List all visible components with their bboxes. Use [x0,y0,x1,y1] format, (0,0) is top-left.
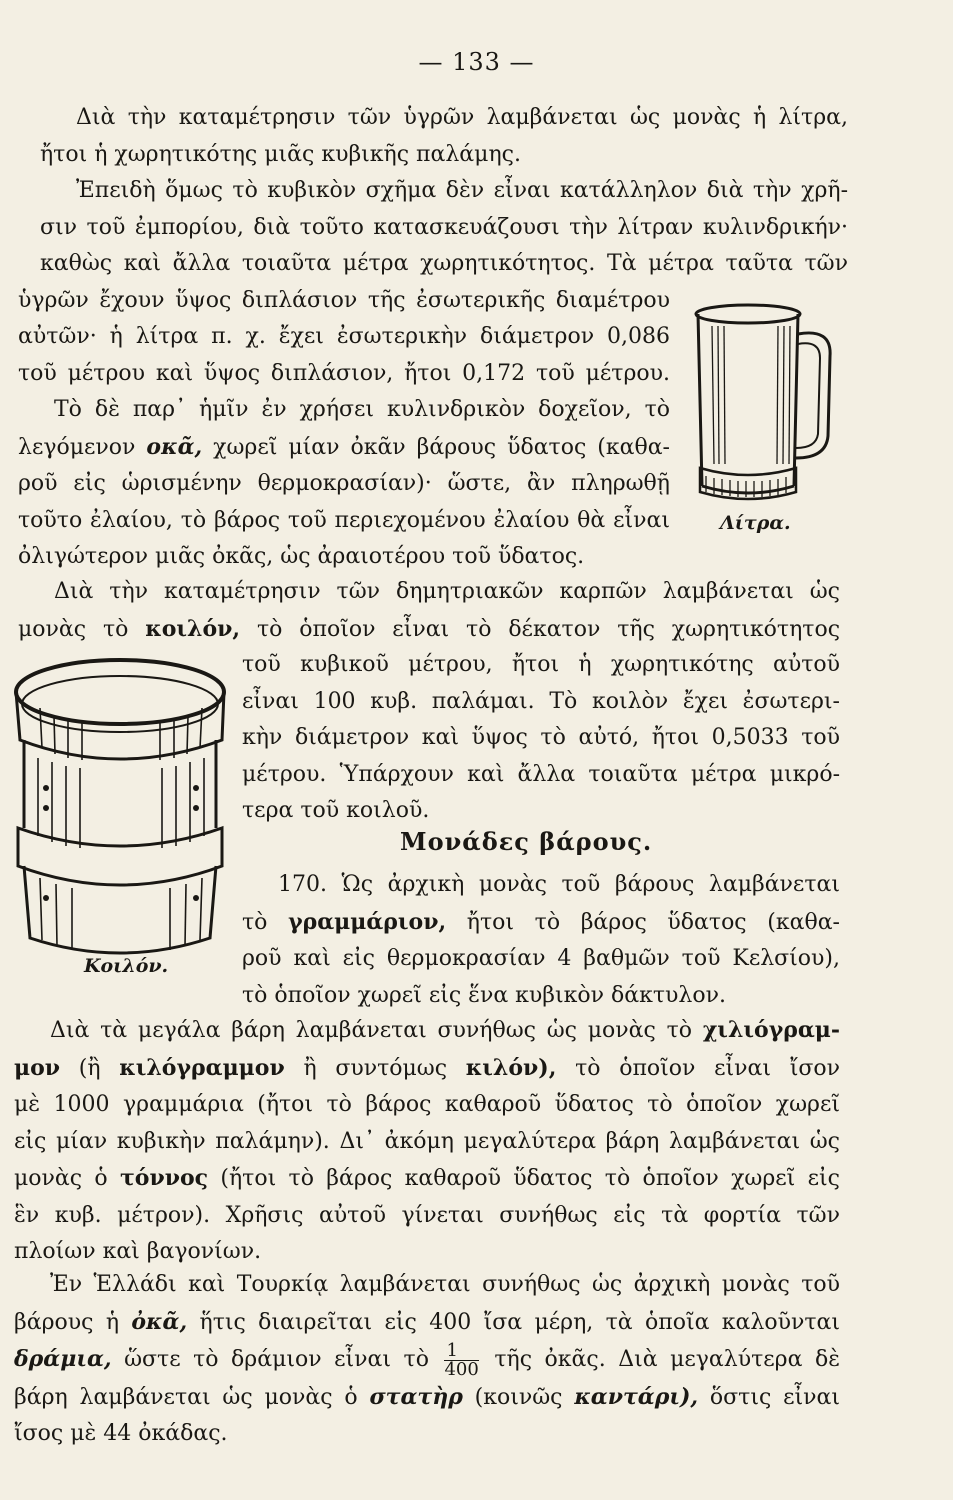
paragraph-gram [242,867,840,1014]
text-line: Ἐπειδὴ ὅμως τὸ κυβικὸν σχῆμα δὲν εἶναι κατάλληλον διὰ τὴν χρῆ- [76,178,848,203]
text-line: ἓν κυβ. μέτρον). Χρῆσις αὐτοῦ γίνεται συνήθως εἰς τὰ φορτία τῶν [14,1202,840,1228]
text-line: κὴν διάμετρον καὶ ὕψος τὸ αὐτό, ἤτοι 0,5033 τοῦ [242,725,840,750]
text-line: πλοίων καὶ βαγονίων. [14,1239,262,1264]
text-line: 170. Ὡς ἀρχικὴ μονὰς τοῦ βάρους λαμβάνεται [278,872,840,897]
text-line: Τὸ δὲ παρ᾿ ἡμῖν ἐν χρήσει κυλινδρικὸν δοχεῖον, τὸ [54,397,670,422]
paragraph-koilon-side [242,647,840,830]
caption-litra: Λίτρα. [720,512,791,534]
term-dramia: δράμια, [14,1346,112,1372]
koilon-barrel-illustration [10,648,232,960]
text-line: ἤτοι ἡ χωρητικότης μιᾶς κυβικῆς παλάμης. [40,141,521,167]
text-line: σιν τοῦ ἐμπορίου, διὰ τοῦτο κατασκευάζουσι τὴν λίτραν κυλινδρικήν· [40,214,848,240]
text-line: Διὰ τὴν καταμέτρησιν τῶν δημητριακῶν καρπῶν λαμβάνεται ὡς [54,579,840,604]
text-line: μέτρου. Ὑπάρχουν καὶ ἄλλα τοιαῦτα μέτρα μικρό- [242,761,840,787]
text-line: μον (ἢ κιλόγραμμον ἢ συντόμως κιλόν), τὸ ὁποῖον εἶναι ἴσον [14,1054,840,1081]
text-line: Ἐν Ἑλλάδι καὶ Τουρκίᾳ λαμβάνεται συνήθως ὡς ἀρχικὴ μονὰς τοῦ [50,1272,840,1297]
text-line: τοῦτο ἐλαίου, τὸ βάρος τοῦ περιεχομένου ἐλαίου θὰ εἶναι [18,507,670,533]
paragraph-kilogram [14,1012,840,1271]
text-line: Διὰ τὴν καταμέτρησιν τῶν ὑγρῶν λαμβάνεται ὡς μονὰς ἡ λίτρα, [76,105,848,130]
text-line: Διὰ τὰ μεγάλα βάρη λαμβάνεται συνήθως ὡς μονὰς τὸ χιλιόγραμ- [50,1017,841,1043]
text-line: λεγόμενον οκᾶ, χωρεῖ μίαν ὀκᾶν βάρους ὕδατος (καθα- [18,433,670,460]
text-line: μονὰς τὸ κοιλόν, τὸ ὁποῖον εἶναι τὸ δέκατον τῆς χωρητικότητος [18,615,841,642]
paragraph-liquid-measures [40,100,848,283]
page-number: — 133 — [418,48,535,76]
text-line: ροῦ καὶ εἰς θερμοκρασίαν 4 βαθμῶν τοῦ Κελσίου), [242,946,840,971]
text-line: εἰς μίαν κυβικὴν παλάμην). Δι᾿ ἀκόμη μεγαλύτερα βάρη λαμβάνεται ὡς [14,1128,840,1154]
caption-koilon: Κοιλόν. [84,955,169,977]
text-line: ὑγρῶν ἔχουν ὕψος διπλάσιον τῆς ἐσωτερικῆς διαμέτρου [18,287,670,313]
text-line: τὸ ὁποῖον χωρεῖ εἰς ἕνα κυβικὸν δάκτυλον. [242,982,726,1008]
text-line: εἶναι 100 κυβ. παλάμαι. Τὸ κοιλὸν ἔχει ἐσωτερι- [242,688,840,714]
term-kantari: καντάρι), [574,1383,699,1410]
text-line: τοῦ μέτρου καὶ ὕψος διπλάσιον, ἤτοι 0,172 τοῦ μέτρου. [18,360,670,386]
term-stater: στατὴρ [369,1383,463,1410]
term-gram: γραμμάριον, [288,908,447,935]
paragraph-liquid-measures-cont [18,283,670,393]
text-line: τερα τοῦ κοιλοῦ. [242,798,430,823]
text-line: αὐτῶν· ἡ λίτρα π. χ. ἔχει ἐσωτερικὴν διάμετρον 0,086 [18,324,670,349]
term-koilon: κοιλόν, [145,615,241,642]
text-line: μονὰς ὁ τόννος (ἤτοι τὸ βάρος καθαροῦ ὕδατος τὸ ὁποῖον χωρεῖ εἰς [14,1165,840,1191]
term-oka-weight: ὀκᾶ, [131,1308,188,1335]
text-line: τοῦ κυβικοῦ μέτρου, ἤτοι ἡ χωρητικότης αὐτοῦ [242,652,840,677]
text-line: τὸ γραμμάριον, ἤτοι τὸ βάρος ὕδατος (καθα- [242,908,840,935]
paragraph-oka-vessel [18,392,670,576]
text-line: ὀλιγώτερον μιᾶς ὀκᾶς, ὡς ἀραιοτέρου τοῦ ὕδατος. [18,544,585,569]
fraction-1-400: $\frac{1}{400}$ [444,1339,479,1380]
text-line: βάρη λαμβάνεται ὡς μονὰς ὁ στατὴρ (κοινῶς καντάρι), ὅστις εἶναι [14,1383,840,1410]
text-line: μὲ 1000 γραμμάρια (ἤτοι τὸ βάρος καθαροῦ ὕδατος τὸ ὁποῖον χωρεῖ [14,1092,840,1117]
paragraph-koilon [18,574,840,648]
section-heading: Μονάδες βάρους. [400,827,653,856]
term-tonnos: τόννος [120,1165,209,1191]
term-oka: οκᾶ, [146,433,203,460]
text-line: ἴσος μὲ 44 ὀκάδας. [14,1421,228,1446]
term-kilogrammon: κιλόγραμμον [119,1054,285,1081]
paragraph-oka-weight [14,1267,840,1453]
text-line: ροῦ εἰς ὡρισμένην θερμοκρασίαν)· ὥστε, ἂν πληρωθῇ [18,471,670,496]
term-kilon: κιλόν), [465,1054,557,1081]
text-line: βάρους ἡ ὀκᾶ, ἥτις διαιρεῖται εἰς 400 ἴσα μέρη, τὰ ὁποῖα καλοῦνται [14,1308,840,1335]
litra-mug-illustration [690,296,840,506]
term-kilogram: χιλιόγραμ- [702,1017,841,1043]
text-line: καθὼς καὶ ἄλλα τοιαῦτα μέτρα χωρητικότητος. Τὰ μέτρα ταῦτα τῶν [40,251,848,276]
text-line: δράμια, ὥστε τὸ δράμιον εἶναι τὸ $\frac{1}{400}$ τῆς ὀκᾶς. Διὰ μεγαλύτερα δὲ [14,1339,841,1380]
